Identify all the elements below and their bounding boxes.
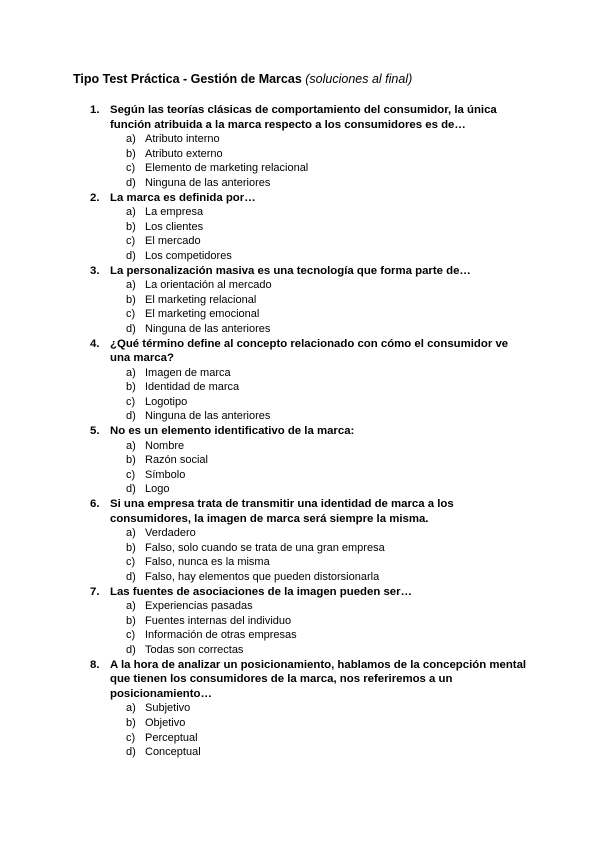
question-body: Según las teorías clásicas de comportamiento del consumidor, la única función atribuida a la marca respecto a los consumidores es de…	[110, 104, 497, 131]
question-body: No es un elemento identificativo de la marca:	[110, 425, 355, 438]
answer-option	[0, 599, 600, 614]
question-3	[0, 264, 600, 337]
answer-option	[0, 249, 600, 264]
option-text: Todas son correctas	[145, 643, 244, 656]
answer-options	[0, 526, 600, 584]
answer-option	[0, 147, 600, 162]
option-text: Elemento de marketing relacional	[145, 162, 309, 175]
option-letter: a)	[126, 133, 136, 146]
answer-option	[0, 570, 600, 585]
option-letter: a)	[126, 600, 136, 613]
option-letter: d)	[126, 410, 136, 423]
question-body: ¿Qué término define al concepto relacionado con cómo el consumidor ve una marca?	[110, 337, 509, 365]
option-letter: a)	[126, 206, 136, 219]
answer-option	[0, 307, 600, 322]
answer-option	[0, 220, 600, 235]
question-text	[0, 191, 530, 206]
option-text: Símbolo	[145, 468, 186, 481]
question-4	[0, 337, 600, 425]
option-letter: c)	[126, 235, 136, 248]
question-text	[0, 497, 530, 526]
option-text: Fuentes internas del individuo	[145, 614, 292, 627]
answer-option	[0, 366, 600, 381]
option-letter: d)	[126, 176, 136, 189]
question-number: 1.	[90, 104, 100, 116]
answer-option	[0, 161, 600, 176]
option-text: Los clientes	[145, 220, 204, 233]
answer-options	[0, 439, 600, 497]
question-body: La personalización masiva es una tecnología que forma parte de…	[110, 264, 471, 277]
answer-option	[0, 322, 600, 337]
option-letter: b)	[126, 454, 136, 467]
option-letter: c)	[126, 162, 136, 175]
option-letter: a)	[126, 439, 136, 452]
option-text: Conceptual	[145, 746, 201, 759]
answer-options	[0, 701, 600, 759]
answer-option	[0, 234, 600, 249]
question-number: 5.	[90, 425, 100, 438]
answer-option	[0, 628, 600, 643]
question-body: Las fuentes de asociaciones de la imagen pueden ser…	[110, 585, 412, 598]
answer-option	[0, 745, 600, 760]
option-letter: c)	[126, 629, 136, 642]
option-text: Atributo interno	[145, 133, 220, 146]
question-number: 3.	[90, 264, 100, 277]
option-letter: b)	[126, 716, 136, 729]
option-text: Subjetivo	[145, 702, 191, 715]
option-text: Los competidores	[145, 249, 232, 262]
question-text	[0, 658, 530, 702]
answer-option	[0, 468, 600, 483]
option-letter: b)	[126, 293, 136, 306]
option-letter: c)	[126, 731, 136, 744]
option-text: La empresa	[145, 206, 204, 219]
answer-option	[0, 453, 600, 468]
option-text: Perceptual	[145, 731, 198, 744]
question-body: Si una empresa trata de transmitir una identidad de marca a los consumidores, la imagen de marca será siempre la misma.	[110, 498, 454, 525]
option-text: Falso, hay elementos que pueden distorsionarla	[145, 571, 380, 583]
question-text	[0, 585, 530, 600]
option-letter: d)	[126, 571, 136, 583]
option-text: El marketing relacional	[145, 293, 257, 306]
answer-option	[0, 701, 600, 716]
question-7	[0, 585, 600, 658]
question-5	[0, 424, 600, 497]
option-letter: c)	[126, 468, 136, 481]
option-letter: b)	[126, 381, 136, 394]
answer-options	[0, 278, 600, 336]
option-text: Falso, solo cuando se trata de una gran empresa	[145, 541, 385, 554]
question-8	[0, 658, 600, 760]
option-letter: c)	[126, 308, 136, 321]
option-letter: d)	[126, 322, 136, 335]
answer-options	[0, 366, 600, 424]
option-text: Experiencias pasadas	[145, 600, 253, 613]
answer-options	[0, 599, 600, 657]
answer-option	[0, 395, 600, 410]
answer-option	[0, 439, 600, 454]
question-list	[0, 103, 600, 760]
option-text: Imagen de marca	[145, 366, 231, 379]
page-title	[73, 72, 412, 86]
option-text: La orientación al mercado	[145, 279, 272, 292]
title-text: Tipo Test Práctica - Gestión de Marcas	[73, 72, 302, 86]
option-letter: a)	[126, 527, 136, 540]
option-letter: d)	[126, 746, 136, 759]
option-text: El mercado	[145, 235, 201, 248]
option-text: Razón social	[145, 454, 208, 467]
option-letter: b)	[126, 220, 136, 233]
question-text	[0, 103, 530, 132]
option-letter: d)	[126, 249, 136, 262]
option-letter: d)	[126, 643, 136, 656]
option-text: Ninguna de las anteriores	[145, 322, 271, 335]
option-letter: c)	[126, 395, 136, 408]
question-number: 7.	[90, 585, 100, 598]
answer-option	[0, 293, 600, 308]
question-text	[0, 424, 530, 439]
option-letter: b)	[126, 614, 136, 627]
option-text: Ninguna de las anteriores	[145, 176, 271, 189]
answer-option	[0, 205, 600, 220]
question-body: A la hora de analizar un posicionamiento, hablamos de la concepción mental que tienen los consumidores de la marca, nos referiremos a un posicionamiento…	[110, 658, 527, 700]
question-1	[0, 103, 600, 191]
answer-option	[0, 731, 600, 746]
question-text	[0, 337, 530, 366]
option-letter: b)	[126, 147, 136, 160]
option-text: Logotipo	[145, 395, 188, 408]
answer-options	[0, 132, 600, 190]
option-text: Nombre	[145, 439, 185, 452]
option-text: Identidad de marca	[145, 381, 240, 394]
option-text: Verdadero	[145, 527, 196, 540]
question-number: 4.	[90, 337, 100, 350]
option-text: Falso, nunca es la misma	[145, 556, 270, 569]
answer-option	[0, 380, 600, 395]
option-letter: c)	[126, 556, 136, 569]
option-letter: a)	[126, 702, 136, 715]
option-text: Ninguna de las anteriores	[145, 410, 271, 423]
answer-options	[0, 205, 600, 263]
answer-option	[0, 614, 600, 629]
option-text: Logo	[145, 483, 170, 496]
option-letter: b)	[126, 541, 136, 554]
option-text: El marketing emocional	[145, 308, 260, 321]
question-6	[0, 497, 600, 585]
option-letter: d)	[126, 483, 136, 496]
answer-option	[0, 278, 600, 293]
answer-option	[0, 409, 600, 424]
answer-option	[0, 132, 600, 147]
question-body: La marca es definida por…	[110, 191, 256, 204]
question-number: 8.	[90, 658, 100, 671]
option-letter: a)	[126, 366, 136, 379]
option-text: Atributo externo	[145, 147, 223, 160]
answer-option	[0, 716, 600, 731]
question-number: 2.	[90, 191, 100, 204]
question-2	[0, 191, 600, 264]
title-subtitle: (soluciones al final)	[305, 72, 413, 86]
option-text: Objetivo	[145, 716, 186, 729]
answer-option	[0, 541, 600, 556]
answer-option	[0, 176, 600, 191]
answer-option	[0, 555, 600, 570]
option-letter: a)	[126, 279, 136, 292]
answer-option	[0, 482, 600, 497]
answer-option	[0, 526, 600, 541]
question-text	[0, 264, 530, 279]
option-text: Información de otras empresas	[145, 629, 297, 642]
question-number: 6.	[90, 498, 100, 511]
answer-option	[0, 643, 600, 658]
